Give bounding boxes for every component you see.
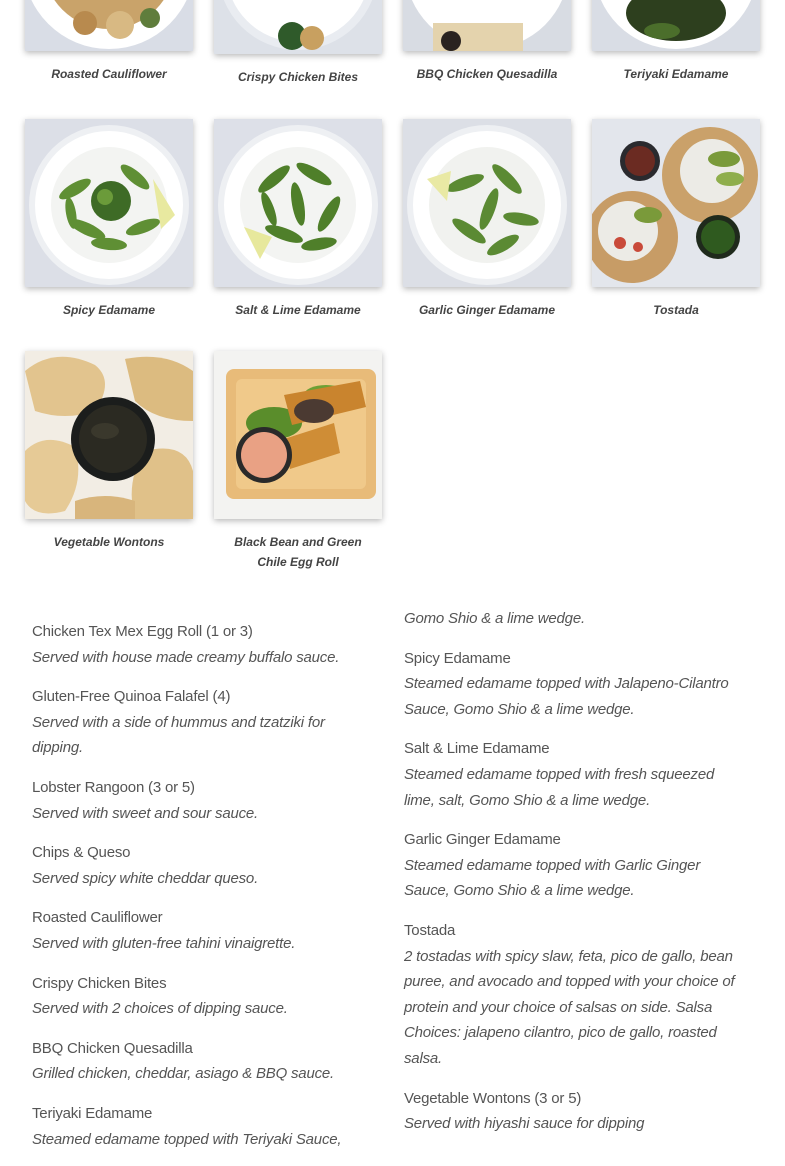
menu-item-description: Served with gluten-free tahini vinaigrette. xyxy=(32,934,296,952)
menu-item-name: Vegetable Wontons (3 or 5) xyxy=(404,1089,582,1107)
gallery-item-roasted-cauliflower[interactable] xyxy=(25,0,193,84)
menu-item-name: Lobster Rangoon (3 or 5) xyxy=(32,778,195,796)
menu-item-description: Steamed edamame topped with Garlic Ginger Sauce, Gomo Shio & a lime wedge. xyxy=(404,856,701,900)
menu-item-name: Teriyaki Edamame xyxy=(32,1104,153,1122)
menu-item xyxy=(32,684,372,761)
menu-item-description: Grilled chicken, cheddar, asiago & BBQ sauce. xyxy=(32,1065,335,1083)
gallery-item-teriyaki-edamame[interactable] xyxy=(592,0,760,84)
gallery-caption: Salt & Lime Edamame xyxy=(235,303,361,317)
gallery-item-crispy-chicken-bites[interactable] xyxy=(214,0,382,87)
menu-item xyxy=(32,775,372,826)
teriyaki-edamame-photo[interactable] xyxy=(592,0,760,51)
menu-item xyxy=(32,905,372,956)
menu-item xyxy=(404,736,744,813)
gallery-caption: Vegetable Wontons xyxy=(53,535,165,549)
menu-item-description: Steamed edamame topped with fresh squeezed lime, salt, Gomo Shio & a lime wedge. xyxy=(404,765,715,809)
bbq-chicken-quesadilla-photo[interactable] xyxy=(403,0,571,51)
menu-column-right xyxy=(404,606,744,1151)
black-bean-egg-roll-photo[interactable] xyxy=(214,351,382,519)
gallery-caption: BBQ Chicken Quesadilla xyxy=(416,67,558,81)
gallery-item-garlic-ginger-edamame[interactable] xyxy=(403,119,571,320)
menu-item-name: Crispy Chicken Bites xyxy=(32,974,167,992)
menu-item-description: Steamed edamame topped with Teriyaki Sauce, xyxy=(32,1130,342,1148)
gallery-item-salt-lime-edamame[interactable] xyxy=(214,119,382,320)
gallery-item-spicy-edamame[interactable] xyxy=(25,119,193,320)
menu-item-continuation xyxy=(404,606,744,632)
menu-item xyxy=(32,971,372,1022)
menu-item xyxy=(32,619,372,670)
vegetable-wontons-photo[interactable] xyxy=(25,351,193,519)
gallery-caption: Teriyaki Edamame xyxy=(623,67,729,81)
gallery-caption: Crispy Chicken Bites xyxy=(237,70,359,84)
gallery-caption: Spicy Edamame xyxy=(62,303,156,317)
menu-item-name: Chicken Tex Mex Egg Roll (1 or 3) xyxy=(32,623,253,640)
gallery-caption: Tostada xyxy=(653,303,699,317)
menu-item xyxy=(404,646,744,723)
menu-item-description: Served with house made creamy buffalo sauce. xyxy=(32,648,340,666)
gallery-caption: Black Bean and Green Chile Egg Roll xyxy=(234,535,362,569)
menu-item-description: 2 tostadas with spicy slaw, feta, pico de gallo, bean puree, and avocado and topped with your choice of protein and your choice of salsas on side. Salsa Choices: jalapeno cilantro, pico de gallo, roasted salsa. xyxy=(404,947,735,1067)
menu-item xyxy=(32,1101,372,1152)
garlic-ginger-edamame-photo[interactable] xyxy=(403,119,571,287)
menu-item xyxy=(32,1036,372,1087)
gallery-caption: Roasted Cauliflower xyxy=(51,67,167,81)
menu-item-name: Chips & Queso xyxy=(32,844,131,862)
menu-item-description: Served with 2 choices of dipping sauce. xyxy=(32,1000,288,1018)
menu-item xyxy=(32,840,372,891)
menu-item-name: Salt & Lime Edamame xyxy=(404,740,550,758)
gallery-item-vegetable-wontons[interactable] xyxy=(25,351,193,552)
menu-item-name: Tostada xyxy=(404,921,456,939)
salt-lime-edamame-photo[interactable] xyxy=(214,119,382,287)
menu-item-description: Gomo Shio & a lime wedge. xyxy=(404,610,585,627)
menu-item-name: BBQ Chicken Quesadilla xyxy=(32,1039,193,1057)
menu-item-description: Served with hiyashi sauce for dipping xyxy=(404,1115,645,1133)
roasted-cauliflower-photo[interactable] xyxy=(25,0,193,51)
gallery-caption: Garlic Ginger Edamame xyxy=(418,303,556,317)
gallery-item-tostada[interactable] xyxy=(592,119,760,320)
menu-item xyxy=(404,1086,744,1137)
menu-item-description: Served with a side of hummus and tzatziki for dipping. xyxy=(32,713,325,757)
gallery-item-bbq-chicken-quesadilla[interactable] xyxy=(403,0,571,84)
menu-column-left xyxy=(32,619,372,1166)
tostada-photo[interactable] xyxy=(592,119,760,287)
menu-item-name: Spicy Edamame xyxy=(404,649,511,667)
menu-item-description: Served spicy white cheddar queso. xyxy=(32,869,259,887)
gallery-item-black-bean-egg-roll[interactable] xyxy=(214,351,382,572)
menu-item-description: Served with sweet and sour sauce. xyxy=(32,804,259,822)
menu-item-name: Gluten-Free Quinoa Falafel (4) xyxy=(32,688,231,706)
menu-item xyxy=(404,827,744,904)
menu-item-name: Garlic Ginger Edamame xyxy=(404,831,561,849)
menu-item-description: Steamed edamame topped with Jalapeno-Cilantro Sauce, Gomo Shio & a lime wedge. xyxy=(404,675,729,718)
crispy-chicken-bites-photo[interactable] xyxy=(214,0,382,54)
spicy-edamame-photo[interactable] xyxy=(25,119,193,287)
menu-item xyxy=(404,918,744,1072)
menu-item-name: Roasted Cauliflower xyxy=(32,909,163,927)
